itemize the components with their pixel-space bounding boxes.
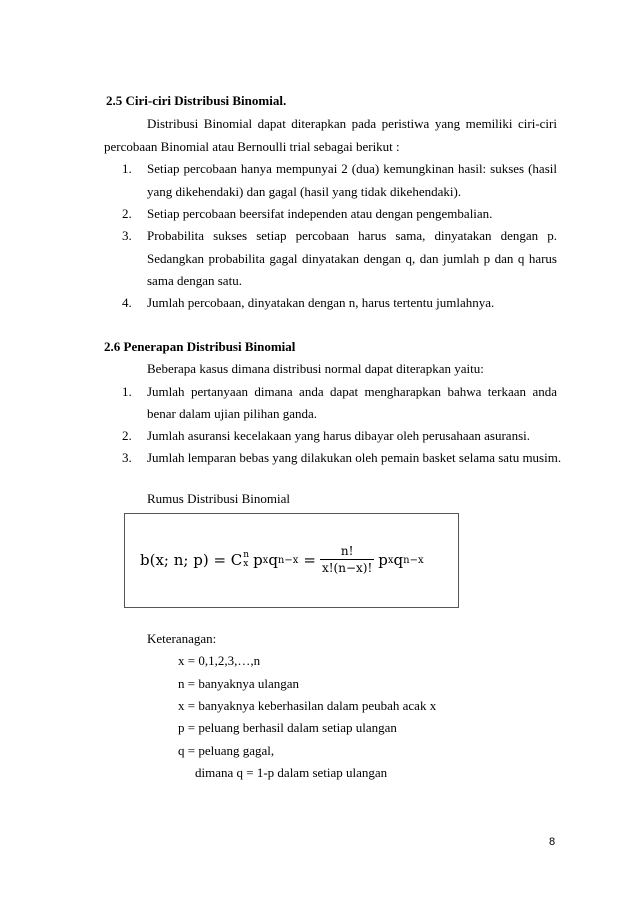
fraction-denominator: x!(n−x)! <box>321 561 373 575</box>
list-item-line: Jumlah lemparan bebas yang dilakukan oleh pemain basket selama satu musim. <box>147 450 562 465</box>
formula-lhs: b(x; n; p) = C <box>140 551 243 569</box>
fraction-numerator: n! <box>340 544 354 558</box>
combination-indices <box>243 551 249 569</box>
list-item-line: Setiap percobaan beersifat independen atau dengan pengembalian. <box>147 206 493 221</box>
keterangan-line: n = banyaknya ulangan <box>178 676 300 691</box>
formula-label: Rumus Distribusi Binomial <box>147 491 291 506</box>
keterangan-title: Keteranagan: <box>147 631 217 646</box>
section-2-5-intro-line2: percobaan Binomial atau Bernoulli trial sebagai berikut : <box>104 139 400 154</box>
keterangan-line: p = peluang berhasil dalam setiap ulangan <box>178 720 397 735</box>
combination-sup: n <box>243 550 250 560</box>
keterangan-line: x = 0,1,2,3,…,n <box>178 653 261 668</box>
keterangan-line: x = banyaknya keberhasilan dalam peubah acak x <box>178 698 437 713</box>
formula-q-2: q <box>393 551 404 569</box>
list-item-line: benar dalam ujian pilihan ganda. <box>147 406 318 421</box>
list-item-number: 3. <box>122 228 132 243</box>
section-2-6-intro: Beberapa kasus dimana distribusi normal dapat diterapkan yaitu: <box>147 361 484 376</box>
list-item-line: sama dengan satu. <box>147 273 242 288</box>
formula-fraction <box>320 544 374 576</box>
keterangan-sub-line: dimana q = 1-p dalam setiap ulangan <box>195 765 388 780</box>
section-2-5-heading: 2.5 Ciri-ciri Distribusi Binomial. <box>106 93 287 108</box>
list-item-number: 4. <box>122 295 132 310</box>
section-2-6-heading: 2.6 Penerapan Distribusi Binomial <box>104 339 296 354</box>
list-item-number: 1. <box>122 161 132 176</box>
list-item-number: 3. <box>122 450 132 465</box>
list-item-number: 2. <box>122 206 132 221</box>
list-item-number: 2. <box>122 428 132 443</box>
page-number: 8 <box>549 836 556 848</box>
formula-q-exponent-2: n−x <box>403 554 424 566</box>
list-item-line: Jumlah percobaan, dinyatakan dengan n, harus tertentu jumlahnya. <box>147 295 495 310</box>
formula-p-2: p <box>378 551 388 569</box>
formula-p: p <box>253 551 263 569</box>
list-item-line: Sedangkan probabilita gagal dinyatakan dengan q, dan jumlah p dan q harus <box>147 251 557 266</box>
formula-q: q <box>268 551 278 569</box>
formula-equals: = <box>303 551 316 569</box>
section-2-5-intro-line1: Distribusi Binomial dapat diterapkan pada peristiwa yang memiliki ciri-ciri <box>147 116 557 131</box>
formula-p-exponent-2: x <box>387 554 394 566</box>
combination-sub: x <box>243 559 249 569</box>
list-item-line: Jumlah pertanyaan dimana anda dapat mengharapkan bahwa terkaan anda <box>147 384 557 399</box>
formula-p-exponent: x <box>262 554 269 566</box>
list-item-line: yang dikehendaki) dan gagal (hasil yang tidak dikehendaki). <box>147 184 462 199</box>
list-item-line: Jumlah asuransi kecelakaan yang harus dibayar oleh perusahaan asuransi. <box>147 428 530 443</box>
list-item-line: Probabilita sukses setiap percobaan harus sama, dinyatakan dengan p. <box>147 228 557 243</box>
keterangan-line: q = peluang gagal, <box>178 743 275 758</box>
binomial-formula <box>140 540 424 580</box>
formula-q-exponent: n−x <box>277 554 299 566</box>
list-item-number: 1. <box>122 384 132 399</box>
list-item-line: Setiap percobaan hanya mempunyai 2 (dua) kemungkinan hasil: sukses (hasil <box>147 161 557 176</box>
